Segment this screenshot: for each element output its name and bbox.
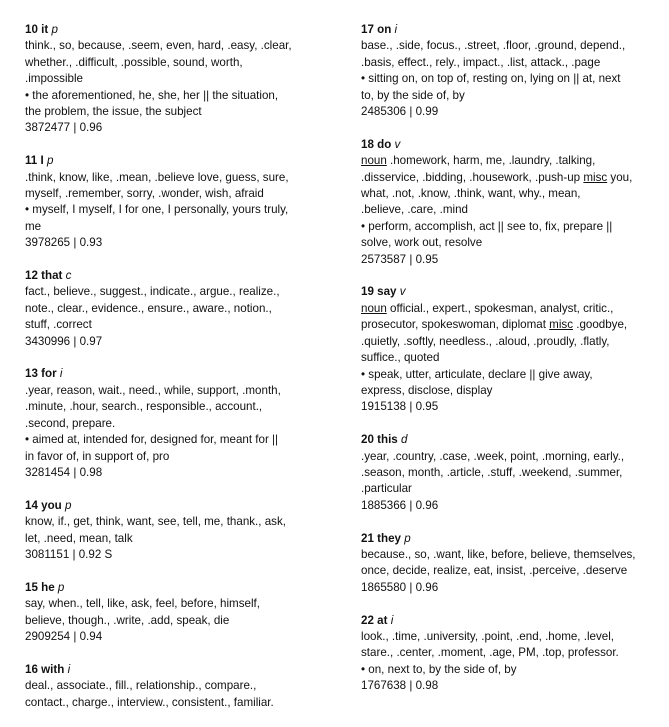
collocates-text: to, by the side of, by xyxy=(361,88,465,102)
collocates-text: .think, know, like, .mean, .believe love, guess, sure, xyxy=(25,170,289,184)
category-label: misc xyxy=(549,318,573,332)
entry-part-of-speech: v xyxy=(394,137,401,151)
dictionary-entry xyxy=(361,613,661,695)
entry-word: they xyxy=(377,531,401,545)
entry-line xyxy=(25,399,340,415)
entry-line xyxy=(25,71,340,87)
collocates-text: .goodbye, xyxy=(573,318,628,332)
entry-line xyxy=(361,202,661,218)
entry-line xyxy=(361,235,661,251)
entry-headword xyxy=(361,284,661,300)
left-column xyxy=(25,22,340,727)
entry-rank: 11 xyxy=(25,154,38,168)
collocates-text: what, .not, .know, .think, want, why., mean, xyxy=(361,187,581,201)
entry-rank: 22 xyxy=(361,613,374,627)
entry-part-of-speech: p xyxy=(404,531,411,545)
collocates-text: stuff, .correct xyxy=(25,318,92,332)
entry-headword xyxy=(361,613,661,629)
collocates-text: fact., believe., suggest., indicate., argue., realize., xyxy=(25,285,280,299)
entry-line xyxy=(25,695,340,711)
frequency-stats: 2485306 | 0.99 xyxy=(361,105,439,119)
collocates-text: .basis, effect., rely., impact., .list, attack., .page xyxy=(361,55,601,69)
entry-line xyxy=(361,334,661,350)
collocates-text: .quietly, .softly, needless., .aloud, .proudly, .flatly, xyxy=(361,334,610,348)
collocates-text: • speak, utter, articulate, declare || give away, xyxy=(361,367,593,381)
entry-line xyxy=(361,38,661,54)
entry-word: you xyxy=(41,498,62,512)
entry-part-of-speech: d xyxy=(401,433,408,447)
entry-rank: 17 xyxy=(361,23,374,36)
entry-part-of-speech: p xyxy=(65,498,72,512)
collocates-text: • the aforementioned, he, she, her || the situation, xyxy=(25,88,279,102)
entry-line xyxy=(361,219,661,235)
entry-part-of-speech: p xyxy=(57,580,65,594)
frequency-stats: 3978265 | 0.93 xyxy=(25,236,103,250)
collocates-text: contact., charge., interview., consistent., familiar. xyxy=(25,695,274,709)
entry-line xyxy=(361,88,661,104)
collocates-text: myself, .remember, sorry, .wonder, wish, afraid xyxy=(25,187,264,201)
collocates-text: • aimed at, intended for, designed for, meant for || xyxy=(25,433,279,447)
frequency-stats: 3081151 | 0.92 S xyxy=(25,547,113,561)
collocates-text: • perform, accomplish, act || see to, fix, prepare || xyxy=(361,219,613,233)
collocates-text: suffice., quoted xyxy=(361,351,440,365)
collocates-text: .second, prepare. xyxy=(25,416,116,430)
entry-rank: 20 xyxy=(361,433,374,447)
dictionary-entry xyxy=(361,432,661,514)
dictionary-entry xyxy=(25,268,340,350)
entry-headword xyxy=(361,531,661,547)
entry-line xyxy=(361,170,661,186)
entry-line xyxy=(361,71,661,87)
entry-part-of-speech: c xyxy=(65,269,72,283)
entry-rank: 15 xyxy=(25,580,38,594)
entry-part-of-speech: v xyxy=(399,285,406,299)
entry-line xyxy=(361,662,661,678)
collocates-text: .minute, .hour, search., responsible., account., xyxy=(25,400,263,414)
frequency-stats: 3281454 | 0.98 xyxy=(25,465,103,479)
entry-line xyxy=(361,383,661,399)
dictionary-entry xyxy=(25,498,340,564)
dictionary-entry xyxy=(25,366,340,481)
entry-line xyxy=(25,219,340,235)
frequency-stats: 2909254 | 0.94 xyxy=(25,629,103,643)
entry-headword xyxy=(25,268,340,284)
entry-part-of-speech: p xyxy=(46,154,54,168)
entry-word: on xyxy=(377,23,392,36)
entry-rank: 12 xyxy=(25,269,38,283)
entry-word: for xyxy=(41,367,57,381)
entry-word: I xyxy=(40,154,44,168)
entry-word: at xyxy=(377,613,388,627)
entry-rank: 14 xyxy=(25,498,38,512)
entry-headword xyxy=(25,22,340,38)
dictionary-entry xyxy=(361,284,661,415)
dictionary-entry xyxy=(361,137,661,268)
dictionary-entry xyxy=(25,22,340,137)
collocates-text: whether., .difficult, .possible, sound, worth, xyxy=(25,55,243,69)
entry-line xyxy=(361,153,661,169)
collocates-text: stare., .center, .moment, .age, PM, .top, professor. xyxy=(361,646,619,660)
entry-line xyxy=(361,547,661,563)
entry-word: he xyxy=(41,580,55,594)
frequency-stats: 2573587 | 0.95 xyxy=(361,252,439,266)
entry-line xyxy=(25,531,340,547)
entry-headword xyxy=(25,366,340,382)
collocates-text: note., clear., evidence., ensure., aware., notion., xyxy=(25,301,272,315)
frequency-stats: 1865580 | 0.96 xyxy=(361,580,439,594)
entry-line xyxy=(25,383,340,399)
entry-line xyxy=(25,317,340,333)
entry-word: that xyxy=(41,269,63,283)
collocates-text: .believe, .care, .mind xyxy=(361,203,468,217)
entry-line xyxy=(361,563,661,579)
dictionary-entry xyxy=(25,662,340,711)
entry-line xyxy=(25,613,340,629)
frequency-stats: 1767638 | 0.98 xyxy=(361,679,439,693)
entry-part-of-speech: i xyxy=(394,23,398,36)
entry-line xyxy=(361,629,661,645)
entry-line xyxy=(25,301,340,317)
category-label: noun xyxy=(361,301,387,315)
collocates-text: .season, month, .article, .stuff, .weekend, .summer, xyxy=(361,465,623,479)
entry-line xyxy=(25,55,340,71)
collocates-text: deal., associate., fill., relationship., compare., xyxy=(25,679,257,693)
entry-line xyxy=(361,367,661,383)
entry-line xyxy=(361,186,661,202)
entry-line xyxy=(25,416,340,432)
entry-line xyxy=(25,38,340,54)
entry-line xyxy=(25,104,340,120)
entry-headword xyxy=(361,432,661,448)
entry-rank: 18 xyxy=(361,137,374,151)
collocates-text: official., expert., spokesman, analyst, critic., xyxy=(386,301,614,315)
category-label: noun xyxy=(361,154,387,168)
entry-line xyxy=(25,170,340,186)
entry-headword xyxy=(361,137,661,153)
frequency-stats: 1885366 | 0.96 xyxy=(361,498,439,512)
collocates-text: .disservice, .bidding, .housework, .push-up xyxy=(361,170,584,184)
collocates-text: you, xyxy=(607,170,633,184)
entry-headword xyxy=(25,153,340,169)
entry-line xyxy=(361,645,661,661)
collocates-text: express, disclose, display xyxy=(361,383,493,397)
entry-rank: 13 xyxy=(25,367,38,381)
entry-part-of-speech: i xyxy=(390,613,394,627)
entry-line xyxy=(25,88,340,104)
frequency-stats: 3430996 | 0.97 xyxy=(25,334,103,348)
entry-line xyxy=(25,596,340,612)
entry-rank: 21 xyxy=(361,531,374,545)
entry-headword xyxy=(25,580,340,596)
entry-word: this xyxy=(377,433,398,447)
entry-line xyxy=(25,284,340,300)
entry-word: with xyxy=(41,662,65,676)
entry-line xyxy=(361,55,661,71)
entry-word: do xyxy=(377,137,392,151)
category-label: misc xyxy=(583,170,608,184)
entry-headword xyxy=(25,662,340,678)
entry-line xyxy=(25,514,340,530)
collocates-text: say, when., tell, like, ask, feel, before, himself, xyxy=(25,597,260,611)
collocates-text: think., so, because, .seem, even, hard, .easy, .clear, xyxy=(25,39,292,53)
collocates-text: • myself, I myself, I for one, I personally, yours truly, xyxy=(25,203,289,217)
collocates-text: .impossible xyxy=(25,72,83,86)
dictionary-entry xyxy=(25,580,340,646)
entry-headword xyxy=(361,22,661,38)
collocates-text: .particular xyxy=(361,482,412,496)
collocates-text: solve, work out, resolve xyxy=(361,236,483,250)
collocates-text: .homework, harm, me, .laundry, .talking, xyxy=(386,154,596,168)
dictionary-entry xyxy=(361,22,661,120)
entry-rank: 19 xyxy=(361,285,374,299)
collocates-text: let, .need, mean, talk xyxy=(25,531,133,545)
entry-part-of-speech: i xyxy=(59,367,63,381)
collocates-text: • sitting on, on top of, resting on, lying on || at, next xyxy=(361,72,621,86)
entry-rank: 16 xyxy=(25,662,38,676)
collocates-text: look., .time, .university, .point, .end, .home, .level, xyxy=(361,629,615,643)
dictionary-entry xyxy=(25,153,340,251)
collocates-text: me xyxy=(25,219,42,233)
entry-rank: 10 xyxy=(25,23,38,36)
entry-line xyxy=(361,481,661,497)
collocates-text: in favor of, in support of, pro xyxy=(25,449,170,463)
entry-line xyxy=(25,432,340,448)
frequency-stats: 1915138 | 0.95 xyxy=(361,400,439,414)
entry-part-of-speech: i xyxy=(67,662,71,676)
collocates-text: know, if., get, think, want, see, tell, me, thank., ask, xyxy=(25,515,286,529)
entry-line xyxy=(361,350,661,366)
collocates-text: believe, though., .write, .add, speak, die xyxy=(25,613,230,627)
collocates-text: base., .side, focus., .street, .floor, .ground, depend., xyxy=(361,39,626,53)
collocates-text: prosecutor, spokeswoman, diplomat xyxy=(361,318,550,332)
entry-line xyxy=(25,186,340,202)
entry-word: it xyxy=(41,23,49,36)
entry-line xyxy=(361,301,661,317)
collocates-text: • on, next to, by the side of, by xyxy=(361,662,517,676)
entry-line xyxy=(361,317,661,333)
entry-part-of-speech: p xyxy=(51,23,58,36)
collocates-text: once, decide, realize, eat, insist, .perceive, .deserve xyxy=(361,564,628,578)
entry-line xyxy=(25,449,340,465)
dictionary-entry xyxy=(361,531,661,597)
collocates-text: .year, .country, .case, .week, point, .morning, early., xyxy=(361,449,625,463)
collocates-text: .year, reason, wait., need., while, support, .month, xyxy=(25,383,281,397)
entry-word: say xyxy=(377,285,397,299)
entry-line xyxy=(361,465,661,481)
entry-line xyxy=(25,202,340,218)
entry-headword xyxy=(25,498,340,514)
right-column xyxy=(361,22,661,711)
entry-line xyxy=(25,678,340,694)
frequency-stats: 3872477 | 0.96 xyxy=(25,121,103,135)
entry-line xyxy=(361,449,661,465)
collocates-text: because., so, .want, like, before, believe, themselves, xyxy=(361,547,636,561)
collocates-text: the problem, the issue, the subject xyxy=(25,105,202,119)
